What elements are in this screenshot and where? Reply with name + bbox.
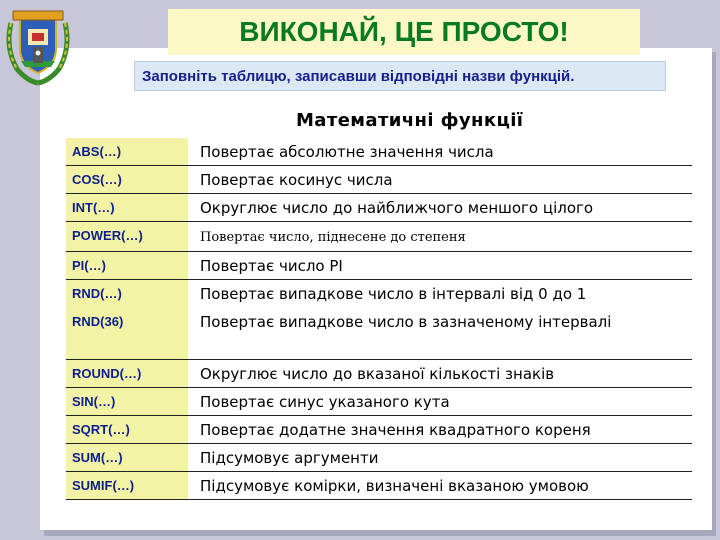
table-row [66, 280, 692, 308]
function-name: INT(…) [66, 194, 188, 221]
function-description: Округлює число до вказаної кількості знаків [200, 365, 555, 383]
instruction-text: Заповніть таблицю, записавши відповідні назви функцій. [134, 61, 666, 91]
function-name: ROUND(…) [66, 360, 188, 387]
function-name: SUMIF(…) [66, 472, 188, 499]
table-row [66, 222, 692, 252]
slide-title: ВИКОНАЙ, ЦЕ ПРОСТО! [168, 9, 640, 55]
functions-table [66, 138, 692, 500]
table-title: Математичні функції [296, 110, 524, 131]
function-description: Повертає косинус числа [200, 171, 393, 189]
function-description: Підсумовує аргументи [200, 449, 379, 467]
function-description: Повертає число PI [200, 257, 343, 275]
table-row [66, 388, 692, 416]
table-row [66, 360, 692, 388]
function-name: RND(36) [66, 308, 188, 359]
function-description: Підсумовує комірки, визначені вказаною умовою [200, 477, 589, 495]
function-description: Округлює число до найближчого меншого цілого [200, 199, 594, 217]
function-description: Повертає абсолютне значення числа [200, 143, 494, 161]
table-row [66, 166, 692, 194]
table-row [66, 416, 692, 444]
function-name: COS(…) [66, 166, 188, 193]
table-row [66, 138, 692, 166]
function-name: POWER(…) [66, 222, 188, 251]
table-row [66, 472, 692, 500]
function-description: Повертає випадкове число в зазначеному інтервалі [200, 313, 612, 331]
function-description: Повертає число, піднесене до степеня [200, 230, 466, 245]
function-description: Повертає синус указаного кута [200, 393, 450, 411]
table-row [66, 308, 692, 360]
function-name: SUM(…) [66, 444, 188, 471]
table-row [66, 194, 692, 222]
table-row [66, 252, 692, 280]
function-name: ABS(…) [66, 138, 188, 165]
function-description: Повертає випадкове число в інтервалі від 0 до 1 [200, 285, 587, 303]
function-name: PI(…) [66, 252, 188, 279]
function-description: Повертає додатне значення квадратного кореня [200, 421, 591, 439]
function-name: SIN(…) [66, 388, 188, 415]
table-row [66, 444, 692, 472]
function-name: RND(…) [66, 280, 188, 308]
school-crest-logo [3, 3, 73, 87]
function-name: SQRT(…) [66, 416, 188, 443]
